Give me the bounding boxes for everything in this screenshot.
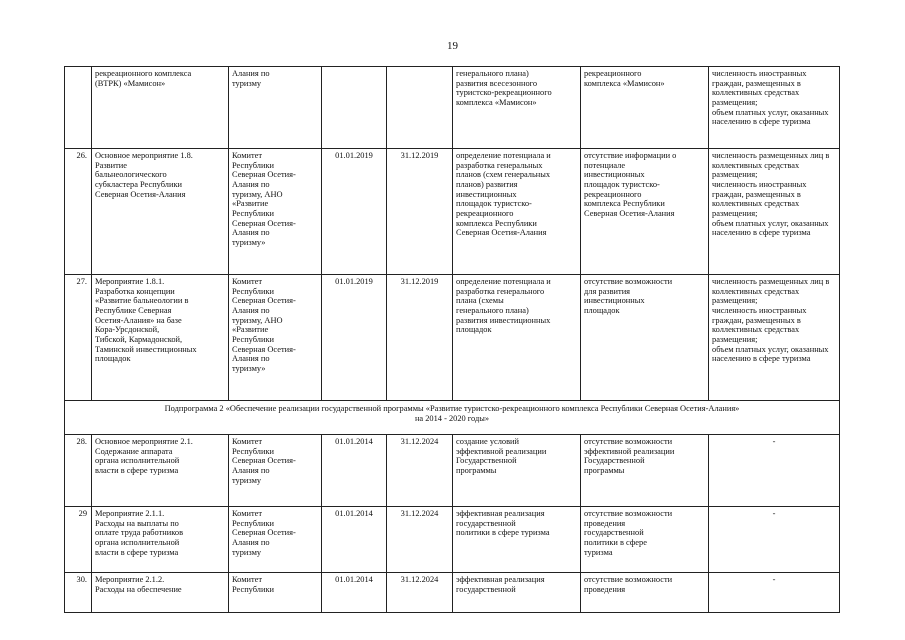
expected-result: эффективная реализация государственной — [453, 573, 581, 613]
table-row — [65, 275, 840, 401]
measure-name: рекреационного комплекса (ВТРК) «Мамисон» — [92, 67, 229, 149]
related-indicators: - — [709, 507, 840, 573]
start-date: 01.01.2014 — [322, 573, 387, 613]
end-date: 31.12.2019 — [387, 275, 453, 401]
responsible-executor: Алания по туризму — [229, 67, 322, 149]
row-number: 29 — [65, 507, 92, 573]
responsible-executor: Комитет Республики Северная Осетия- Алания по туризму, АНО «Развитие Республики Северная Осетия- Алания по туризму» — [229, 275, 322, 401]
end-date: 31.12.2024 — [387, 573, 453, 613]
measure-name: Мероприятие 2.1.1. Расходы на выплаты по оплате труда работников органа исполнительной власти в сфере туризма — [92, 507, 229, 573]
measure-name: Основное мероприятие 2.1. Содержание аппарата органа исполнительной власти в сфере туризма — [92, 435, 229, 507]
subprogram-header-row — [65, 401, 840, 435]
table-body — [65, 67, 840, 613]
start-date: 01.01.2019 — [322, 275, 387, 401]
expected-result: определение потенциала и разработка генеральных планов (схем генеральных планов) развития инвестиционных площадок туристско- рекреационного комплекса Республики Северная Осетия-Алания — [453, 149, 581, 275]
end-date: 31.12.2019 — [387, 149, 453, 275]
row-number — [65, 67, 92, 149]
responsible-executor: Комитет Республики Северная Осетия- Алания по туризму — [229, 435, 322, 507]
responsible-executor: Комитет Республики Северная Осетия- Алания по туризму, АНО «Развитие Республики Северная Осетия- Алания по туризму» — [229, 149, 322, 275]
measure-name: Мероприятие 2.1.2. Расходы на обеспечение — [92, 573, 229, 613]
related-indicators: численность размещенных лиц в коллективных средствах размещения; численность иностранных граждан, размещенных в коллективных средствах размещения; объем платных услуг, оказанных населению в сфере туризма — [709, 275, 840, 401]
page-number: 19 — [447, 40, 458, 52]
responsible-executor: Комитет Республики — [229, 573, 322, 613]
related-indicators: - — [709, 435, 840, 507]
responsible-executor: Комитет Республики Северная Осетия- Алания по туризму — [229, 507, 322, 573]
related-indicators: - — [709, 573, 840, 613]
measure-name: Основное мероприятие 1.8. Развитие бальнеологического субкластера Республики Северная Осетия-Алания — [92, 149, 229, 275]
measure-name: Мероприятие 1.8.1. Разработка концепции «Развитие бальнеологии в Республике Северная Осетия-Алания» на базе Кора-Урсдонской, Тибской, Кармадонской, Таминской инвестиционных площадок — [92, 275, 229, 401]
table-row — [65, 507, 840, 573]
end-date — [387, 67, 453, 149]
related-indicators: численность иностранных граждан, размещенных в коллективных средствах размещения; объем платных услуг, оказанных населению в сфере туризма — [709, 67, 840, 149]
end-date: 31.12.2024 — [387, 507, 453, 573]
row-number: 28. — [65, 435, 92, 507]
subprogram-title: Подпрограмма 2 «Обеспечение реализации государственной программы «Развитие туристско-рекреационного комплекса Республики Северная Осетия-Алания» на 2014 - 2020 годы» — [65, 401, 840, 435]
expected-result: генерального плана) развития всесезонного туристско-рекреационного комплекса «Мамисон» — [453, 67, 581, 149]
table-row — [65, 67, 840, 149]
non-implementation-consequence: отсутствие возможности проведения государственной политики в сфере туризма — [581, 507, 709, 573]
expected-result: эффективная реализация государственной политики в сфере туризма — [453, 507, 581, 573]
table-row — [65, 435, 840, 507]
start-date — [322, 67, 387, 149]
row-number: 26. — [65, 149, 92, 275]
row-number: 27. — [65, 275, 92, 401]
expected-result: определение потенциала и разработка генерального плана (схемы генерального плана) развития инвестиционных площадок — [453, 275, 581, 401]
row-number: 30. — [65, 573, 92, 613]
table-row — [65, 573, 840, 613]
expected-result: создание условий эффективной реализации Государственной программы — [453, 435, 581, 507]
start-date: 01.01.2019 — [322, 149, 387, 275]
end-date: 31.12.2024 — [387, 435, 453, 507]
non-implementation-consequence: рекреационного комплекса «Мамисон» — [581, 67, 709, 149]
related-indicators: численность размещенных лиц в коллективных средствах размещения; численность иностранных граждан, размещенных в коллективных средствах размещения; объем платных услуг, оказанных населению в сфере туризма — [709, 149, 840, 275]
table-row — [65, 149, 840, 275]
non-implementation-consequence: отсутствие информации о потенциале инвестиционных площадок туристско- рекреационного комплекса Республики Северная Осетия-Алания — [581, 149, 709, 275]
start-date: 01.01.2014 — [322, 435, 387, 507]
non-implementation-consequence: отсутствие возможности для развития инвестиционных площадок — [581, 275, 709, 401]
non-implementation-consequence: отсутствие возможности эффективной реализации Государственной программы — [581, 435, 709, 507]
non-implementation-consequence: отсутствие возможности проведения — [581, 573, 709, 613]
program-table — [64, 66, 840, 613]
start-date: 01.01.2014 — [322, 507, 387, 573]
